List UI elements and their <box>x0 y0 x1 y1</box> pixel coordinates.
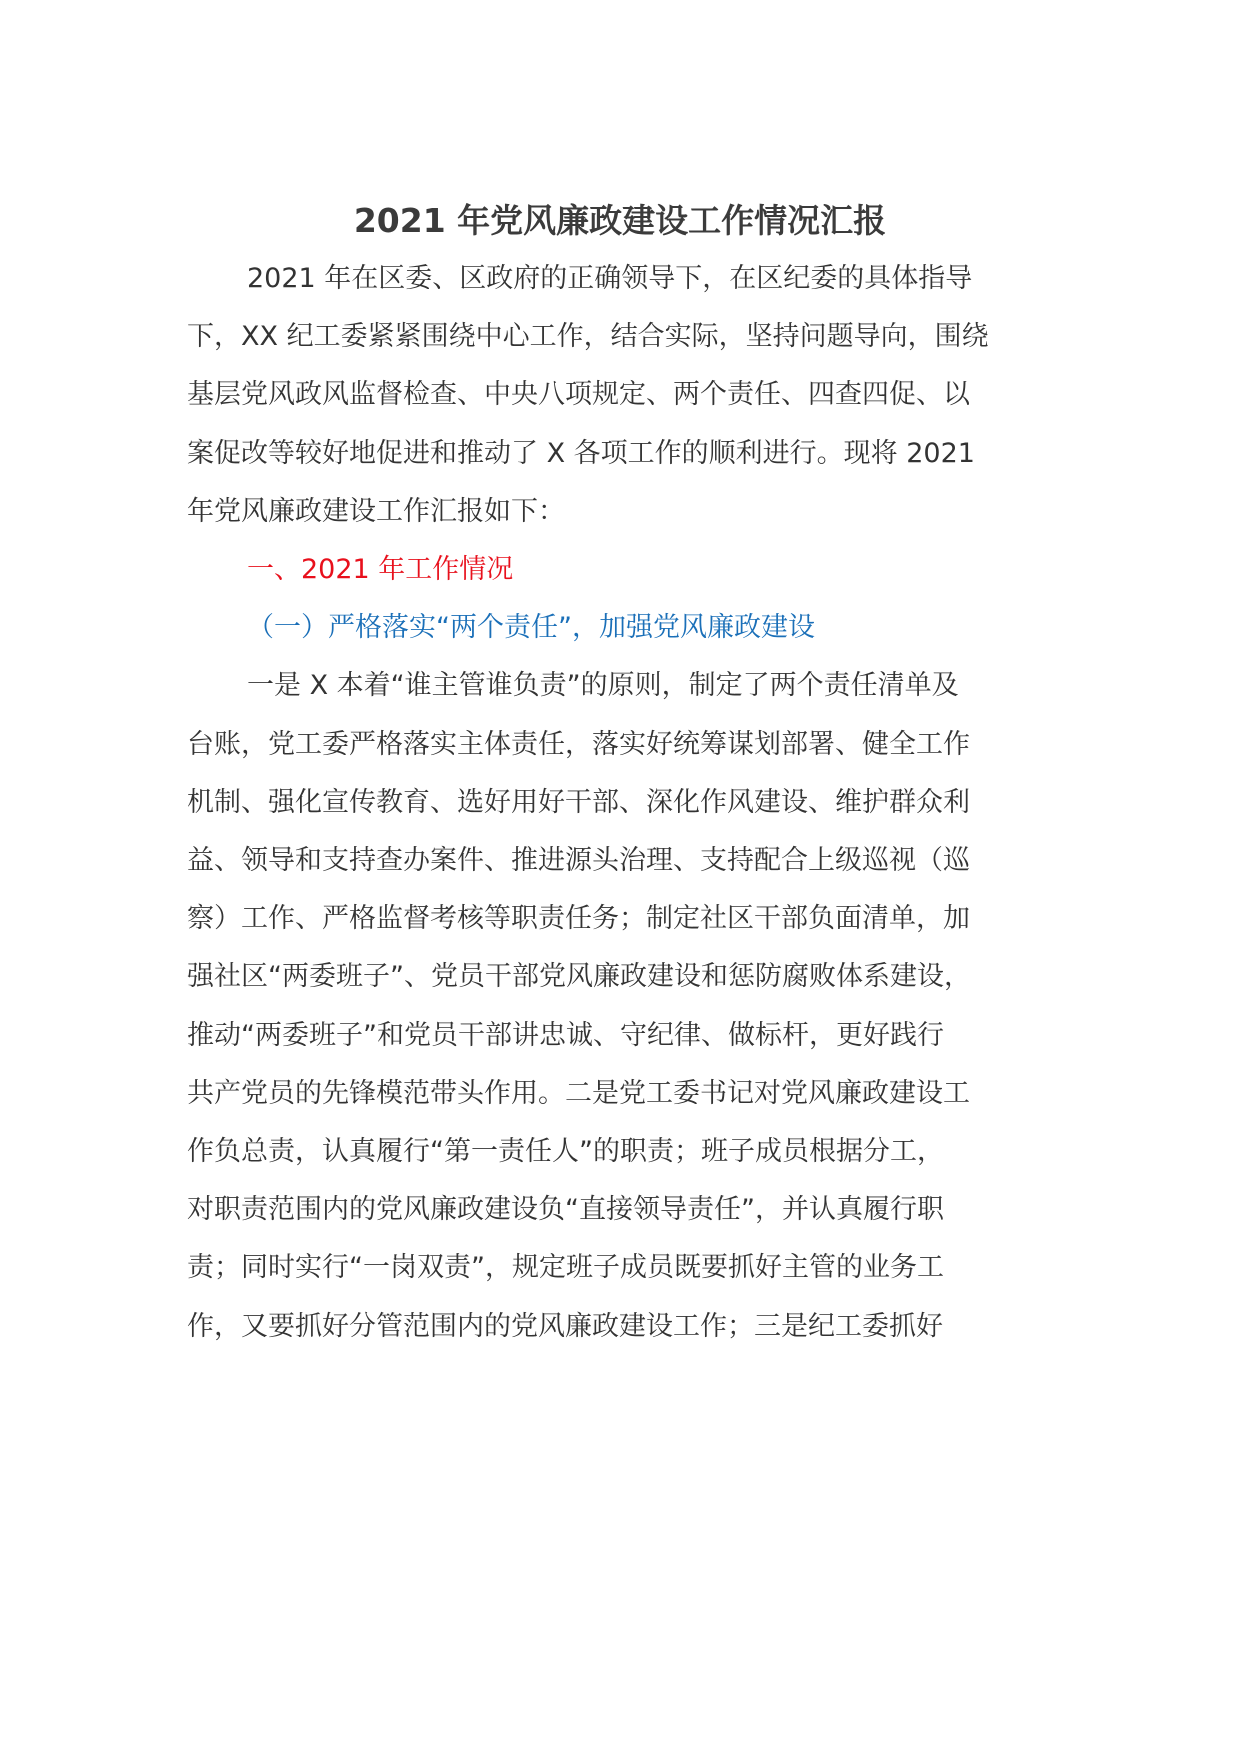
paragraph-line: 下，XX 纪工委紧紧围绕中心工作，结合实际，坚持问题导向，围绕 <box>187 321 989 353</box>
paragraph-line: 基层党风政风监督检查、中央八项规定、两个责任、四查四促、以 <box>187 379 970 411</box>
section-heading: （一）严格落实“两个责任”，加强党风廉政建设 <box>247 612 815 644</box>
paragraph-line: 察）工作、严格监督考核等职责任务；制定社区干部负面清单，加 <box>187 903 970 935</box>
paragraph-line: 推动“两委班子”和党员干部讲忠诚、守纪律、做标杆，更好践行 <box>187 1019 944 1051</box>
paragraph-line: 益、领导和支持查办案件、推进源头治理、支持配合上级巡视（巡 <box>187 845 970 876</box>
paragraph-line: 年党风廉政建设工作汇报如下： <box>187 495 565 527</box>
paragraph-line: 一是 X 本着“谁主管谁负责”的原则，制定了两个责任清单及 <box>247 670 959 702</box>
document-title: 2021 年党风廉政建设工作情况汇报 <box>353 201 887 240</box>
paragraph-line: 责；同时实行“一岗双责”，规定班子成员既要抓好主管的业务工 <box>187 1252 944 1284</box>
paragraph-line: 案促改等较好地促进和推动了 X 各项工作的顺利进行。现将 2021 <box>187 437 975 469</box>
paragraph-line: 对职责范围内的党风廉政建设负“直接领导责任”，并认真履行职 <box>187 1194 944 1226</box>
paragraph-line: 作，又要抓好分管范围内的党风廉政建设工作；三是纪工委抓好 <box>187 1310 943 1342</box>
paragraph-line: 机制、强化宣传教育、选好用好干部、深化作风建设、维护群众利 <box>187 786 970 818</box>
paragraph-line: 台账，党工委严格落实主体责任，落实好统筹谋划部署、健全工作 <box>187 728 970 760</box>
paragraph-line: 共产党员的先锋模范带头作用。二是党工委书记对党风廉政建设工 <box>187 1077 970 1109</box>
paragraph-line: 作负总责，认真履行“第一责任人”的职责；班子成员根据分工， <box>187 1136 944 1167</box>
paragraph-line: 强社区“两委班子”、党员干部党风廉政建设和惩防腐败体系建设， <box>187 961 971 993</box>
section-heading: 一、2021 年工作情况 <box>247 554 514 585</box>
paragraph-line: 2021 年在区委、区政府的正确领导下，在区纪委的具体指导 <box>247 263 973 294</box>
